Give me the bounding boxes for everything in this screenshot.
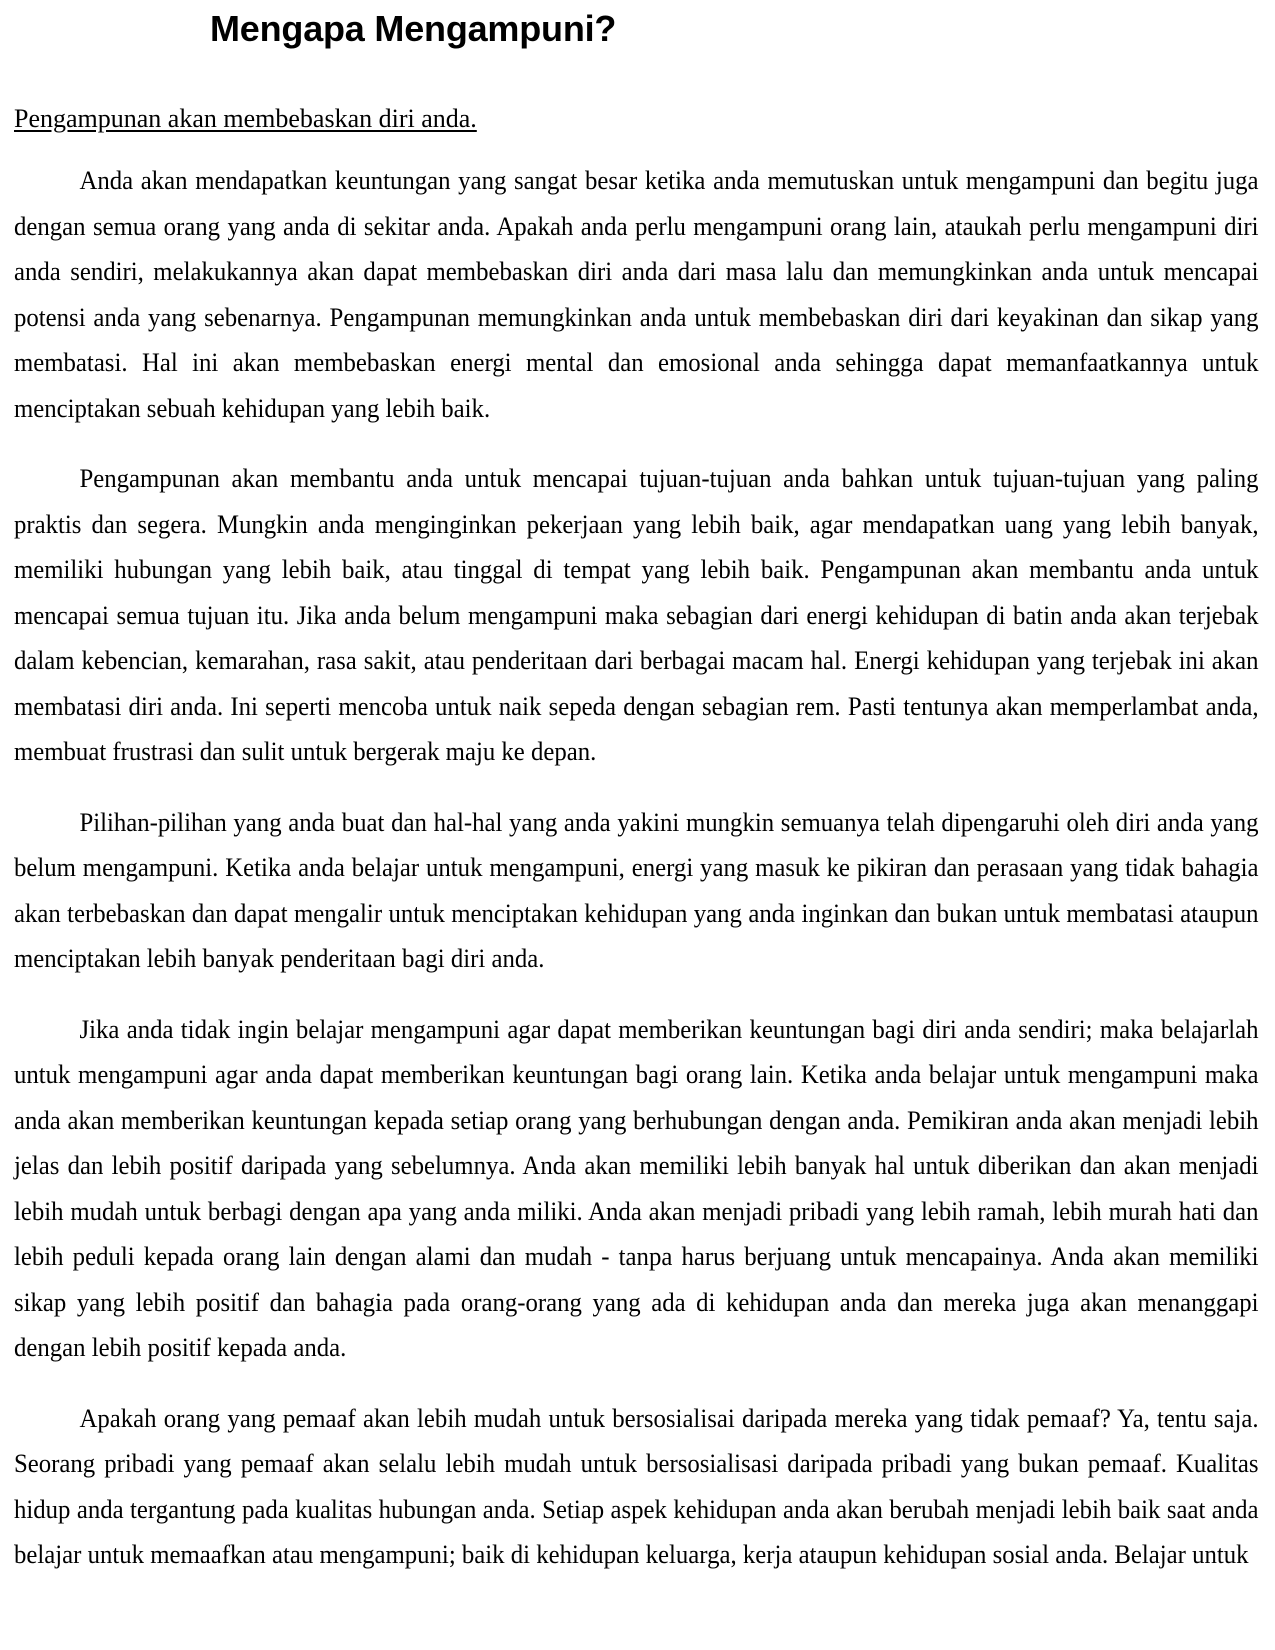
body-paragraph-3: Pilihan-pilihan yang anda buat dan hal-hal yang anda yakini mungkin semuanya telah dipengaruhi oleh diri anda yang belum mengampuni. Ketika anda belajar untuk mengampuni, energi yang masuk ke pikiran dan perasaan yang tidak bahagia akan terbebaskan dan dapat mengalir untuk menciptakan kehidupan yang anda inginkan dan bukan untuk membatasi ataupun menciptakan lebih banyak penderitaan bagi diri anda.	[14, 806, 1259, 974]
paragraph-spacer	[14, 982, 1258, 1007]
body-paragraph-4: Jika anda tidak ingin belajar mengampuni agar dapat memberikan keuntungan bagi diri anda sendiri; maka belajarlah untuk mengampuni agar anda dapat memberikan keuntungan bagi orang lain. Ketika anda belajar untuk mengampuni maka anda akan memberikan keuntungan kepada setiap orang yang berhubungan dengan anda. Pemikiran anda akan menjadi lebih jelas dan lebih positif daripada yang sebelumnya. Anda akan memiliki lebih banyak hal untuk diberikan dan akan menjadi lebih mudah untuk berbagi dengan apa yang anda miliki. Anda akan menjadi pribadi yang lebih ramah, lebih murah hati dan lebih peduli kepada orang lain dengan alami dan mudah - tanpa harus berjuang untuk mencapainya. Anda akan memiliki sikap yang lebih positif dan bahagia pada orang-orang yang ada di kehidupan anda dan mereka juga akan menanggapi dengan lebih positif kepada anda.	[14, 1013, 1259, 1363]
section-heading	[14, 48, 1258, 134]
paragraph-spacer	[14, 1371, 1258, 1396]
heading-body-spacer	[14, 133, 1258, 158]
body-paragraph-2: Pengampunan akan membantu anda untuk mencapai tujuan-tujuan anda bahkan untuk tujuan-tujuan yang paling praktis dan segera. Mungkin anda menginginkan pekerjaan yang lebih baik, agar mendapatkan uang yang lebih banyak, memiliki hubungan yang lebih baik, atau tinggal di tempat yang lebih baik. Pengampunan akan membantu anda untuk mencapai semua tujuan itu. Jika anda belum mengampuni maka sebagian dari energi kehidupan di batin anda akan terjebak dalam kebencian, kemarahan, rasa sakit, atau penderitaan dari berbagai macam hal. Energi kehidupan yang terjebak ini akan membatasi diri anda. Ini seperti mencoba untuk naik sepeda dengan sebagian rem. Pasti tentunya akan memperlambat anda, membuat frustrasi dan sulit untuk bergerak maju ke depan.	[14, 463, 1259, 767]
section-heading-text: Pengampunan akan membebaskan diri anda.	[14, 103, 477, 133]
paragraph-spacer	[14, 775, 1258, 800]
page-title: Mengapa Mengampuni?	[210, 8, 617, 49]
paragraph-spacer	[14, 431, 1258, 456]
body-paragraph-1: Anda akan mendapatkan keuntungan yang sangat besar ketika anda memutuskan untuk mengampuni dan begitu juga dengan semua orang yang anda di sekitar anda. Apakah anda perlu mengampuni orang lain, ataukah perlu mengampuni diri anda sendiri, melakukannya akan dapat membebaskan diri anda dari masa lalu dan memungkinkan anda untuk mencapai potensi anda yang sebenarnya. Pengampunan memungkinkan anda untuk membebaskan diri dari keyakinan dan sikap yang membatasi. Hal ini akan membebaskan energi mental dan emosional anda sehingga dapat memanfaatkannya untuk menciptakan sebuah kehidupan yang lebih baik.	[14, 165, 1259, 423]
body-paragraph-5: Apakah orang yang pemaaf akan lebih mudah untuk bersosialisai daripada mereka yang tidak pemaaf? Ya, tentu saja. Seorang pribadi yang pemaaf akan selalu lebih mudah untuk bersosialisasi daripada pribadi yang bukan pemaaf. Kualitas hidup anda tergantung pada kualitas hubungan anda. Setiap aspek kehidupan anda akan berubah menjadi lebih baik saat anda belajar untuk memaafkan atau mengampuni; baik di kehidupan keluarga, kerja ataupun kehidupan sosial anda. Belajar untuk	[14, 1402, 1259, 1570]
